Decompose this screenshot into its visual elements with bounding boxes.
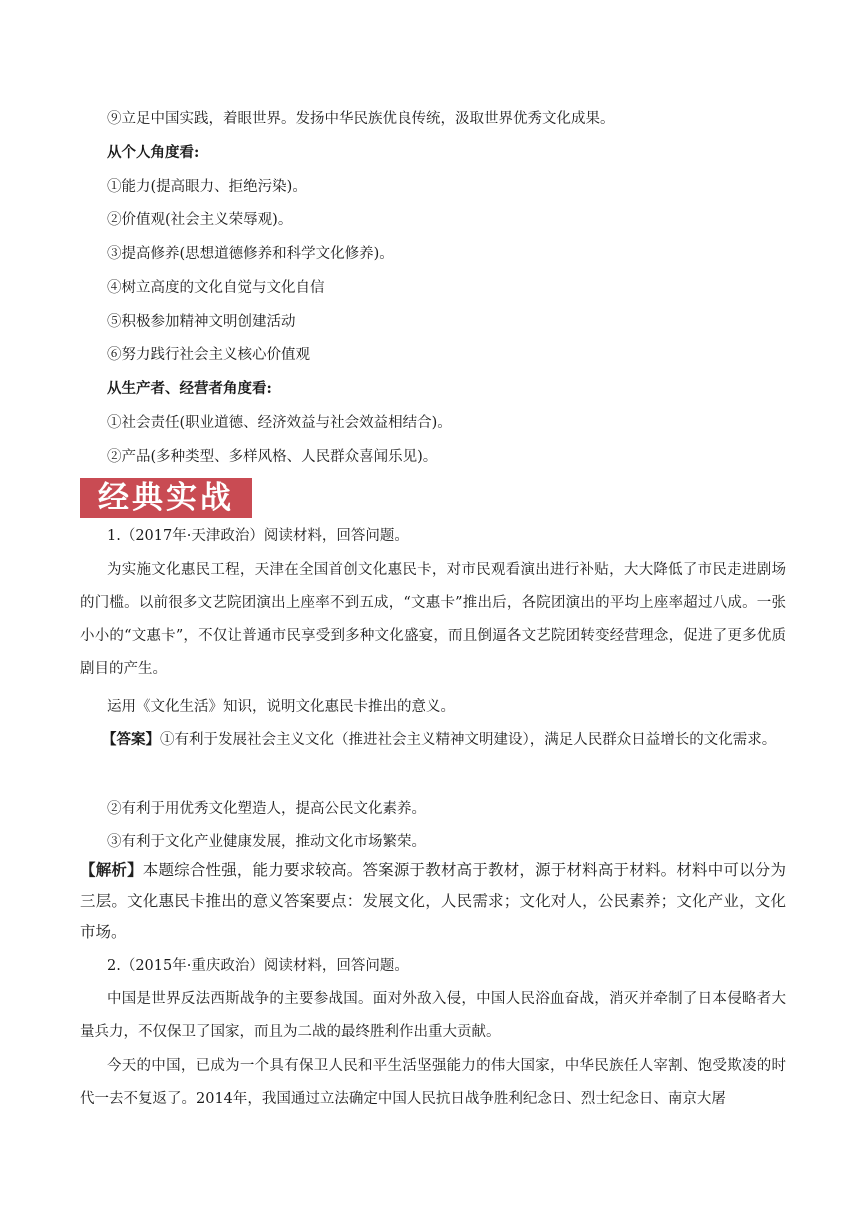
q1-answer-2: ②有利于用优秀文化塑造人，提高公民文化素养。 (107, 801, 426, 817)
producer-item-2: ②产品(多种类型、多样风格、人民群众喜闻乐见)。 (107, 449, 438, 465)
answer-tag: 【答案】 (102, 731, 160, 748)
personal-item-4: ④树立高度的文化自觉与文化自信 (107, 280, 325, 296)
q1-material: 为实施文化惠民工程，天津在全国首创文化惠民卡，对市民观看演出进行补贴，大大降低了市民走进剧场的门槛。以前很多文艺院团演出上座率不到五成，“文惠卡”推出后，各院团演出的平均上座率超过八成。一张小小的“文惠卡”，不仅让普通市民享受到多种文化盛宴，而且倒逼各文艺院团转变经营理念，促进了更多优质剧目的产生。 (80, 562, 786, 677)
producer-item-1: ①社会责任(职业道德、经济效益与社会效益相结合)。 (107, 415, 452, 431)
q1-question: 运用《文化生活》知识，说明文化惠民卡推出的意义。 (107, 699, 455, 715)
q2-paragraph-2: 今天的中国，已成为一个具有保卫人民和平生活坚强能力的伟大国家，中华民族任人宰割、饱受欺凌的时代一去不复返了。2014年，我国通过立法确定中国人民抗日战争胜利纪念日、烈士纪念日、南京大屠 (80, 1058, 786, 1107)
personal-item-3: ③提高修养(思想道德修养和科学文化修养)。 (107, 246, 394, 262)
section-title-banner: 经典实战 (80, 478, 252, 518)
personal-heading: 从个人角度看: (107, 144, 200, 161)
personal-item-1: ①能力(提高眼力、拒绝污染)。 (107, 179, 307, 195)
q2-paragraph-1: 中国是世界反法西斯战争的主要参战国。面对外敌入侵，中国人民浴血奋战，消灭并牵制了日本侵略者大量兵力，不仅保卫了国家，而且为二战的最终胜利作出重大贡献。 (80, 991, 786, 1040)
answer-line-1: ①有利于发展社会主义文化（推进社会主义精神文明建设），满足人民群众日益增长的文化需求。 (160, 732, 777, 748)
q2-header: 2.（2015年·重庆政治）阅读材料，回答问题。 (107, 958, 409, 974)
q1-answer-3: ③有利于文化产业健康发展，推动文化市场繁荣。 (107, 834, 426, 850)
personal-item-5: ⑤积极参加精神文明创建活动 (107, 314, 296, 330)
producer-heading: 从生产者、经营者角度看: (107, 380, 272, 397)
q1-answer-1 (80, 723, 786, 757)
analysis-text: 本题综合性强，能力要求较高。答案源于教材高于教材，源于材料高于材料。材料中可以分为三层。文化惠民卡推出的意义答案要点：发展文化，人民需求；文化对人，公民素养；文化产业，文化市场。 (80, 861, 786, 941)
q1-header: 1.（2017年·天津政治）阅读材料，回答问题。 (107, 528, 409, 544)
analysis-tag: 【解析】 (80, 861, 143, 879)
personal-item-6: ⑥努力践行社会主义核心价值观 (107, 347, 310, 363)
point-9: ⑨立足中国实践，着眼世界。发扬中华民族优良传统，汲取世界优秀文化成果。 (107, 111, 615, 127)
personal-item-2: ②价值观(社会主义荣辱观)。 (107, 212, 293, 228)
q1-analysis (80, 855, 786, 948)
